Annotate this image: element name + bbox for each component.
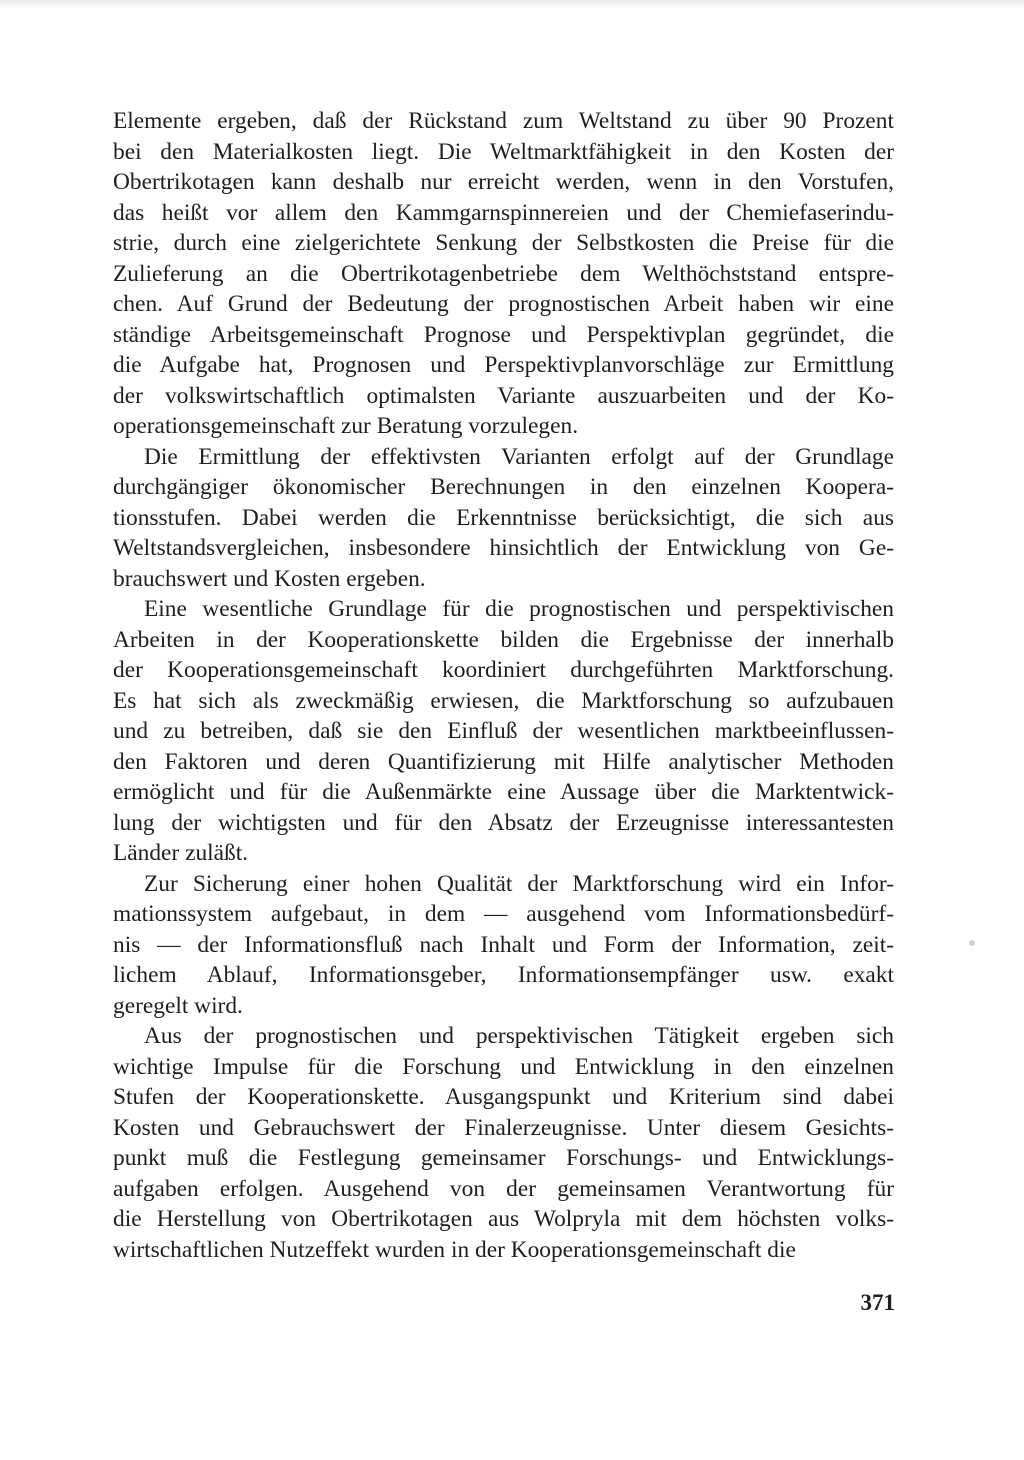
text-line: Zulieferung an die Obertrikotagenbetriebe dem Welthöchststand entspre- <box>113 260 894 287</box>
text-line: die Herstellung von Obertrikotagen aus Wolpryla mit dem höchsten volks- <box>113 1206 894 1232</box>
text-line: ermöglicht und für die Außenmärkte eine Aussage über die Marktentwick- <box>113 779 894 805</box>
text-line: der volkswirtschaftlich optimalsten Variante auszuarbeiten und der Ko- <box>113 382 894 409</box>
text-line: Weltstandsvergleichen, insbesondere hinsichtlich der Entwicklung von Ge- <box>113 535 894 561</box>
text-line: Zur Sicherung einer hohen Qualität der Marktforschung wird ein Infor- <box>144 870 894 897</box>
text-line: tionsstufen. Dabei werden die Erkenntnisse berücksichtigt, die sich aus <box>113 504 894 531</box>
page-number: 371 <box>860 1290 895 1315</box>
text-line: lung der wichtigsten und für den Absatz der Erzeugnisse interessantesten <box>113 809 894 836</box>
text-line: geregelt wird. <box>113 992 243 1019</box>
text-line: lichem Ablauf, Informationsgeber, Informationsempfänger usw. exakt <box>113 962 894 988</box>
text-line: das heißt vor allem den Kammgarnspinnereien und der Chemiefaserindu- <box>113 199 894 226</box>
text-line: wichtige Impulse für die Forschung und Entwicklung in den einzelnen <box>113 1053 894 1080</box>
margin-speck <box>969 940 975 946</box>
text-line: den Faktoren und deren Quantifizierung mit Hilfe analytischer Methoden <box>113 748 894 775</box>
text-line: bei den Materialkosten liegt. Die Weltmarktfähigkeit in den Kosten der <box>113 138 894 165</box>
text-line: Kosten und Gebrauchswert der Finalerzeugnisse. Unter diesem Gesichts- <box>113 1114 894 1141</box>
text-line: strie, durch eine zielgerichtete Senkung der Selbstkosten die Preise für die <box>113 230 894 256</box>
text-line: aufgaben erfolgen. Ausgehend von der gemeinsamen Verantwortung für <box>113 1175 894 1202</box>
body-text <box>113 106 894 1265</box>
text-line: und zu betreiben, daß sie den Einfluß der wesentlichen marktbeeinflussen- <box>113 718 894 744</box>
text-line: Aus der prognostischen und perspektivischen Tätigkeit ergeben sich <box>144 1023 894 1049</box>
text-line: Elemente ergeben, daß der Rückstand zum Weltstand zu über 90 Prozent <box>113 108 894 134</box>
text-line: Die Ermittlung der effektivsten Varianten erfolgt auf der Grundlage <box>144 443 894 470</box>
text-line: durchgängiger ökonomischer Berechnungen in den einzelnen Koopera- <box>113 474 894 500</box>
scan-edge-shadow <box>0 0 1024 8</box>
text-line: chen. Auf Grund der Bedeutung der prognostischen Arbeit haben wir eine <box>113 291 894 317</box>
text-line: der Kooperationsgemeinschaft koordiniert durchgeführten Marktforschung. <box>113 657 894 683</box>
text-line: mationssystem aufgebaut, in dem — ausgehend vom Informationsbedürf- <box>113 901 894 927</box>
text-line: operationsgemeinschaft zur Beratung vorzulegen. <box>113 413 579 439</box>
text-line: Es hat sich als zweckmäßig erwiesen, die Marktforschung so aufzubauen <box>113 687 894 714</box>
text-line: Obertrikotagen kann deshalb nur erreicht werden, wenn in den Vorstufen, <box>113 169 894 195</box>
text-line: nis — der Informationsfluß nach Inhalt und Form der Information, zeit- <box>113 931 894 958</box>
text-line: Eine wesentliche Grundlage für die prognostischen und perspektivischen <box>144 596 894 622</box>
text-line: wirtschaftlichen Nutzeffekt wurden in der Kooperationsgemeinschaft die <box>113 1236 796 1263</box>
text-line: ständige Arbeitsgemeinschaft Prognose und Perspektivplan gegründet, die <box>113 321 894 348</box>
text-line: brauchswert und Kosten ergeben. <box>113 565 426 592</box>
text-line: Arbeiten in der Kooperationskette bilden die Ergebnisse der innerhalb <box>113 626 894 653</box>
text-line: die Aufgabe hat, Prognosen und Perspektivplanvorschläge zur Ermittlung <box>113 352 894 378</box>
text-line: Stufen der Kooperationskette. Ausgangspunkt und Kriterium sind dabei <box>113 1084 894 1110</box>
text-line: Länder zuläßt. <box>113 840 249 866</box>
text-line: punkt muß die Festlegung gemeinsamer Forschungs- und Entwicklungs- <box>113 1145 894 1171</box>
